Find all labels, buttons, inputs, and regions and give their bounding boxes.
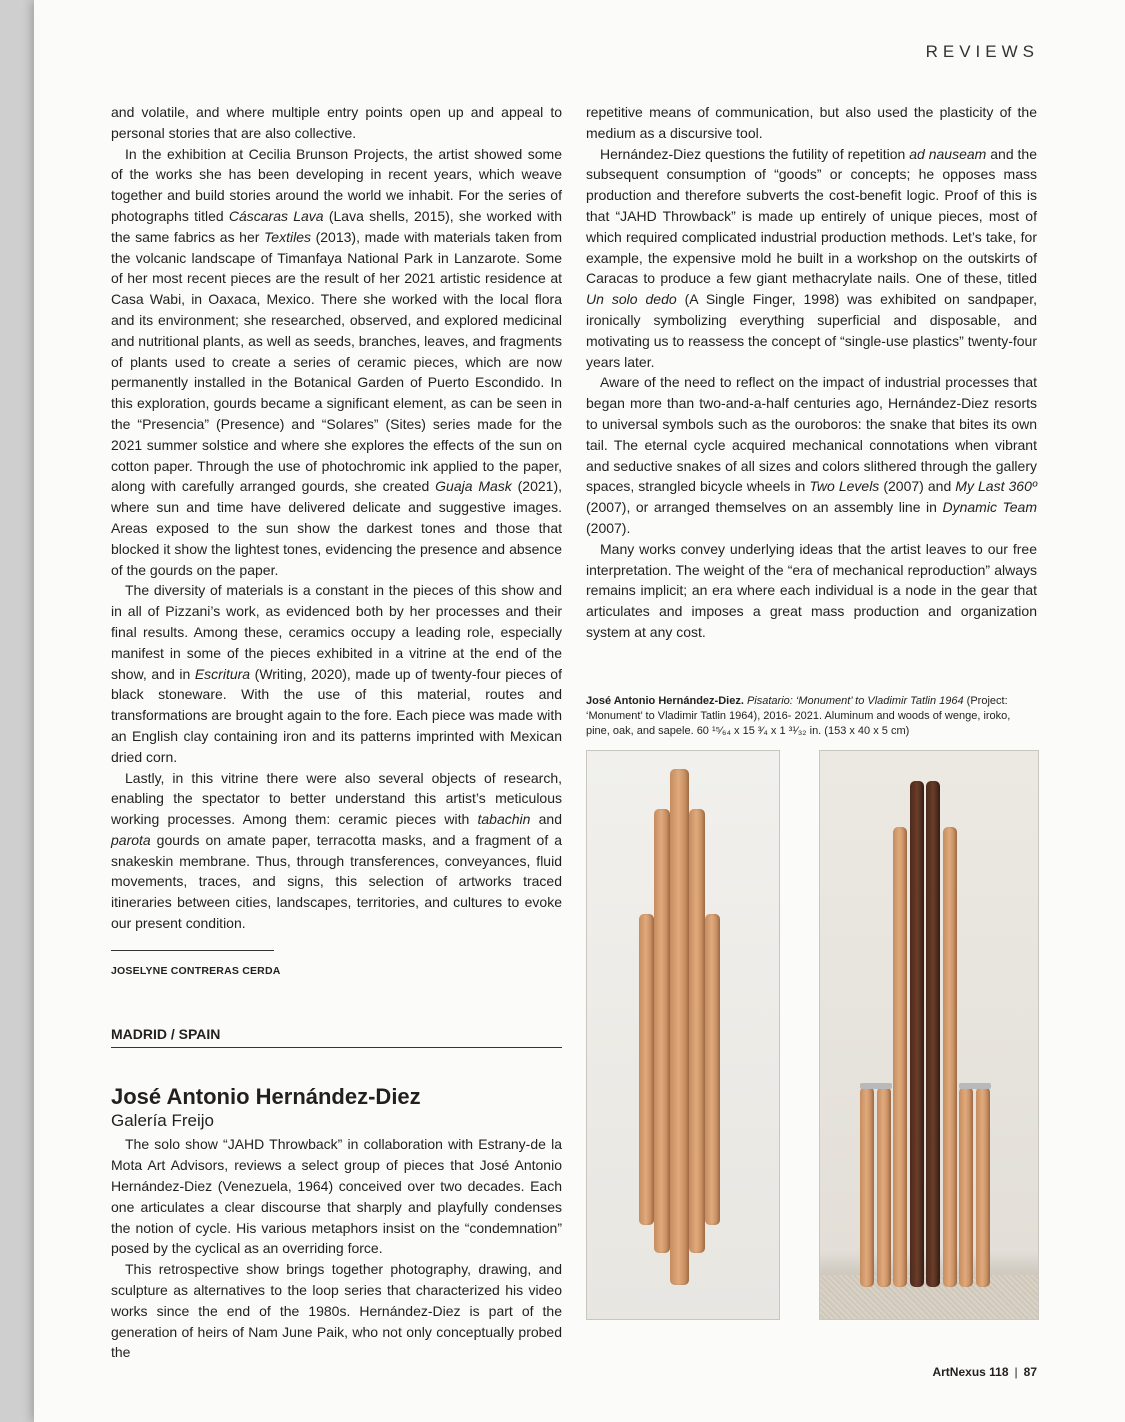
wood-rod xyxy=(654,809,670,1253)
paragraph: The diversity of materials is a constant in the pieces of this show and in all of Pizzani’s work, as evidenced both by her processes and their final results. Among these, ceramics occupy a leading role, especially manifest in some of the pieces exhibited in a vitrine at the end of the show, and in Escritura (Writing, 2020), made up of twenty-four pieces of black stoneware. With the use of this material, routes and transformations are brought again to the fore. Each piece was made with an English clay containing iron and its patterns imprinted with Mexican dried corn. xyxy=(111,582,562,765)
author-divider xyxy=(111,950,274,951)
paragraph: Aware of the need to reflect on the impact of industrial processes that began more than two-and-a-half centuries ago, Hernández-Diez resorts to universal symbols such as the ouroboros: the snake that bites its own tail. The eternal cycle acquired mechanical connotations when vibrant and seductive snakes of all sizes and colors slithered through the gallery spaces, strangled bicycle wheels in Two Levels (2007) and My Last 360º (2007), or arranged themselves on an assembly line in Dynamic Team (2007). xyxy=(586,374,1037,536)
location-heading: MADRID / SPAIN xyxy=(111,1024,562,1049)
page-footer xyxy=(932,1365,1037,1379)
wood-rod xyxy=(689,809,705,1253)
magazine-page xyxy=(34,0,1125,1422)
review-body-previous xyxy=(111,102,562,934)
review-body-hernandez xyxy=(111,1134,562,1363)
artwork-photo-front xyxy=(586,750,780,1320)
wood-rod xyxy=(705,914,720,1225)
paragraph: repetitive means of communication, but also used the plasticity of the medium as a discursive tool. xyxy=(586,104,1037,141)
paragraph: This retrospective show brings together photography, drawing, and sculpture as alternatives to the loop series that characterized his video works since the end of the 1980s. Hernández-Diez is part of the generation of heirs of Nam June Paik, who not only conceptually probed the xyxy=(111,1261,562,1361)
page-number: 87 xyxy=(1023,1365,1037,1379)
footer-separator: | xyxy=(1014,1365,1018,1379)
review-body-continued xyxy=(586,102,1037,643)
wood-rod xyxy=(959,1087,973,1287)
wood-rod xyxy=(893,827,907,1287)
gallery-name: Galería Freijo xyxy=(111,1111,214,1131)
paragraph: Hernández-Diez questions the futility of repetition ad nauseam and the subsequent consumption of “goods” or concepts; he opposes mass production and therefore subverts the cost-benefit logic. Proof of this is that “JAHD Throwback” is made up entirely of unique pieces, most of which required complicated industrial production methods. Let’s take, for example, the expensive mold he built in a workshop on the outskirts of Caracas to produce a few giant methacrylate nails. One of these, titled Un solo dedo (A Single Finger, 1998) was exhibited on sandpaper, ironically symbolizing everything superficial and disposable, and motivating us to reassess the concept of “single-use plastics” twenty-four years later. xyxy=(586,145,1037,370)
paragraph: The solo show “JAHD Throwback” in collaboration with Estrany-de la Mota Art Advisors, reviews a select group of pieces that José Antonio Hernández-Diez (Venezuela, 1964) conceived over two decades. Each one articulates a clear discourse that sharply and playfully condenses the notion of cycle. His various metaphors insist on the “condemnation” posed by the cyclical as an overriding force. xyxy=(111,1136,562,1257)
right-column xyxy=(586,102,1037,643)
wood-rod xyxy=(639,914,654,1225)
paragraph: Lastly, in this vitrine there were also several objects of research, enabling the spectator to better understand this artist’s meticulous working processes. Among them: ceramic pieces with tabachin and parota gourds on amate paper, terracotta masks, and a fragment of a snakeskin membrane. Thus, through transferences, conveyances, fluid movements, traces, and signs, this selection of artworks traced itineraries between cities, landscapes, territories, and cultures to evoke our present condition. xyxy=(111,769,563,932)
wood-rod xyxy=(976,1087,990,1287)
paragraph: and volatile, and where multiple entry points open up and appeal to personal stories that are also collective. xyxy=(111,104,562,141)
paragraph: Many works convey underlying ideas that the artist leaves to our free interpretation. The weight of the “era of mechanical reproduction” always remains implicit; an era where each individual is a node in the gear that articulates and imposes a great mass production and organization system at any cost. xyxy=(586,540,1037,640)
section-label: REVIEWS xyxy=(925,42,1039,61)
wood-rod xyxy=(670,769,689,1285)
dark-wood-rod xyxy=(910,781,924,1287)
artwork-caption: José Antonio Hernández-Diez. Pisatario: ‘Monument’ to Vladimir Tatlin 1964 (Project: ‘Monument’ to Vladimir Tatlin 1964), 2016- 2021. Aluminum and woods of wenge, iroko, pine, oak, and sapele. 60 ¹⁵⁄₆₄ x 15 ³⁄₄ x 1 ³¹⁄₃₂ in. (153 x 40 x 5 cm) xyxy=(586,695,1011,737)
artist-name: José Antonio Hernández-Diez xyxy=(111,1084,421,1110)
aluminum-cap xyxy=(959,1083,991,1089)
wood-rod xyxy=(877,1087,891,1287)
artwork-photo-side xyxy=(819,750,1039,1320)
aluminum-cap xyxy=(860,1083,892,1089)
wood-rod xyxy=(943,827,957,1287)
wood-rod xyxy=(860,1087,874,1287)
left-column xyxy=(111,102,562,1363)
magazine-issue: ArtNexus 118 xyxy=(932,1365,1009,1379)
dark-wood-rod xyxy=(926,781,940,1287)
paragraph: In the exhibition at Cecilia Brunson Projects, the artist showed some of the works she has been developing in recent years, which weave together and build stories around the world we inhabit. For the series of photographs titled Cáscaras Lava (Lava shells, 2015), she worked with the same fabrics as her Textiles (2013), made with materials taken from the volcanic landscape of Timanfaya National Park in Lanzarote. Some of her most recent pieces are the result of her 2021 artistic residence at Casa Wabi, in Oaxaca, Mexico. There she worked with the local flora and its environment; she researched, observed, and explored medicinal and nutritional plants, as well as seeds, branches, leaves, and fragments of plants used to create a series of ceramic pieces, which are now permanently installed in the Botanical Garden of Puerto Escondido. In this exploration, gourds became a significant element, as can be seen in the “Presencia” (Presence) and “Solares” (Sites) series made for the 2021 summer solstice and where she explores the effects of the sun on cotton paper. Through the use of photochromic ink applied to the paper, along with carefully arranged gourds, she created Guaja Mask (2021), where sun and time have delivered delicate and suggestive images. Areas exposed to the sun show the darkest tones and those that blocked it show the lightest tones, evidencing the presence and absence of the gourds on the paper. xyxy=(111,145,563,578)
review-author: JOSELYNE CONTRERAS CERDA xyxy=(111,964,281,977)
